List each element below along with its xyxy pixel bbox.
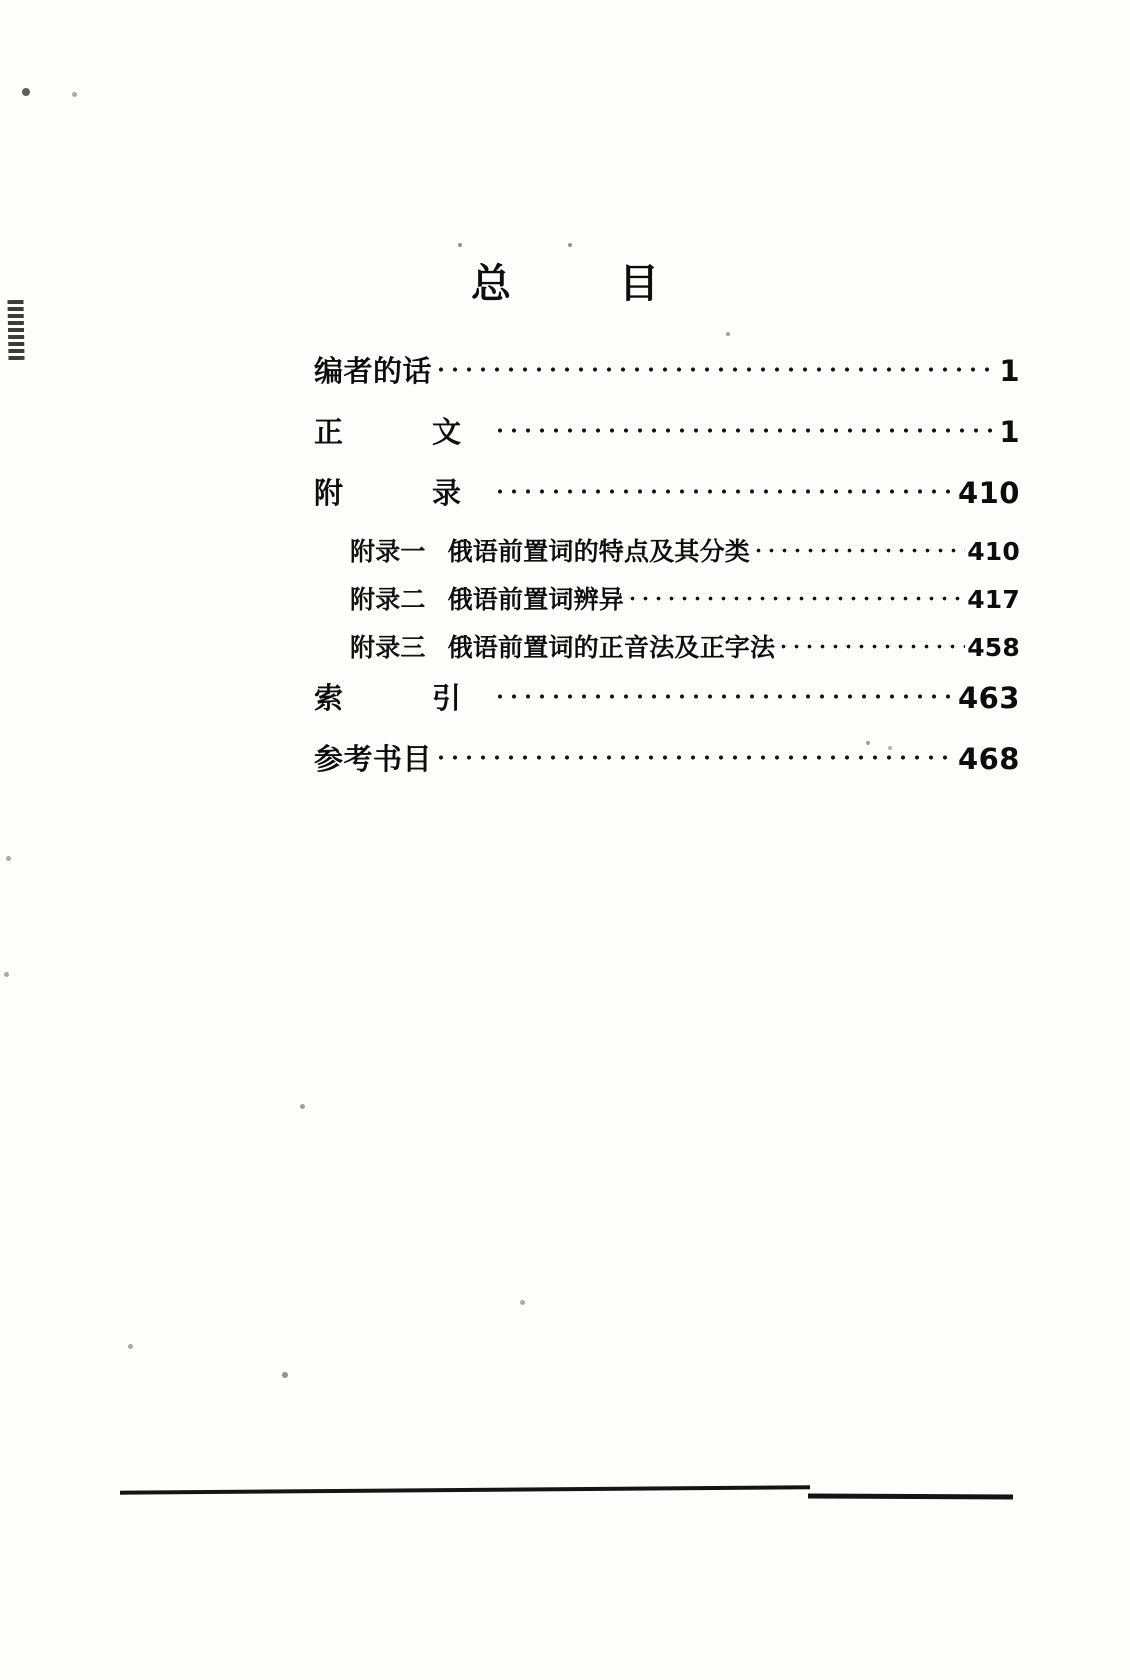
toc-entry-page: 463: [957, 681, 1020, 715]
dot-leader: [434, 740, 956, 769]
toc-entry-label: 正 文: [314, 415, 492, 449]
dot-leader: [777, 631, 965, 656]
dot-leader: [493, 474, 956, 503]
toc-subentry-label: 俄语前置词的特点及其分类: [447, 537, 751, 566]
toc-subentry-number: 附录一: [350, 537, 426, 566]
toc-subentry-page: 417: [967, 585, 1020, 614]
toc-entry-page: 468: [957, 742, 1020, 776]
dot-leader: [493, 679, 956, 708]
scan-speckle: [4, 972, 9, 977]
toc-entry[interactable]: [314, 676, 1020, 717]
toc-subentry-number: 附录三: [350, 633, 426, 662]
toc-entry[interactable]: [314, 737, 1020, 778]
toc-subentry-label: 俄语前置词的正音法及正字法: [447, 633, 776, 662]
dot-leader: [434, 352, 997, 381]
toc-entry-label: 索 引: [314, 681, 492, 715]
toc-entry-label: 参考书目: [314, 742, 433, 776]
toc-entry-page: 1: [999, 354, 1020, 388]
toc-entry[interactable]: [314, 410, 1020, 451]
toc-subentry-page: 410: [967, 537, 1020, 566]
toc-subentry-label: 俄语前置词辨异: [447, 585, 625, 614]
scan-speckle: [520, 1300, 525, 1305]
scan-speckle: [300, 1104, 305, 1109]
toc-subentry[interactable]: [314, 532, 1020, 568]
scan-speckle: [6, 856, 11, 861]
toc-subentry[interactable]: [314, 580, 1020, 616]
page-title: 总 目: [471, 261, 693, 307]
dot-leader: [626, 583, 965, 608]
page-footer-rule: [808, 1493, 1013, 1499]
toc-entry-label: 附 录: [314, 476, 492, 510]
toc-entry-page: 410: [957, 476, 1020, 510]
scan-speckle: [128, 1344, 133, 1349]
table-of-contents: [0, 0, 1130, 798]
toc-entry[interactable]: [314, 349, 1020, 390]
toc-entry-page: 1: [999, 415, 1020, 449]
toc-subentry[interactable]: [314, 628, 1020, 664]
dot-leader: [752, 535, 965, 560]
toc-entry-list: [110, 349, 1020, 778]
dot-leader: [493, 413, 997, 442]
page-footer-rule: [120, 1485, 810, 1494]
toc-subentry-number: 附录二: [350, 585, 426, 614]
scan-speckle: [282, 1372, 288, 1378]
toc-subentry-page: 458: [967, 633, 1020, 662]
toc-entry-label: 编者的话: [314, 354, 433, 388]
toc-entry[interactable]: [314, 471, 1020, 512]
